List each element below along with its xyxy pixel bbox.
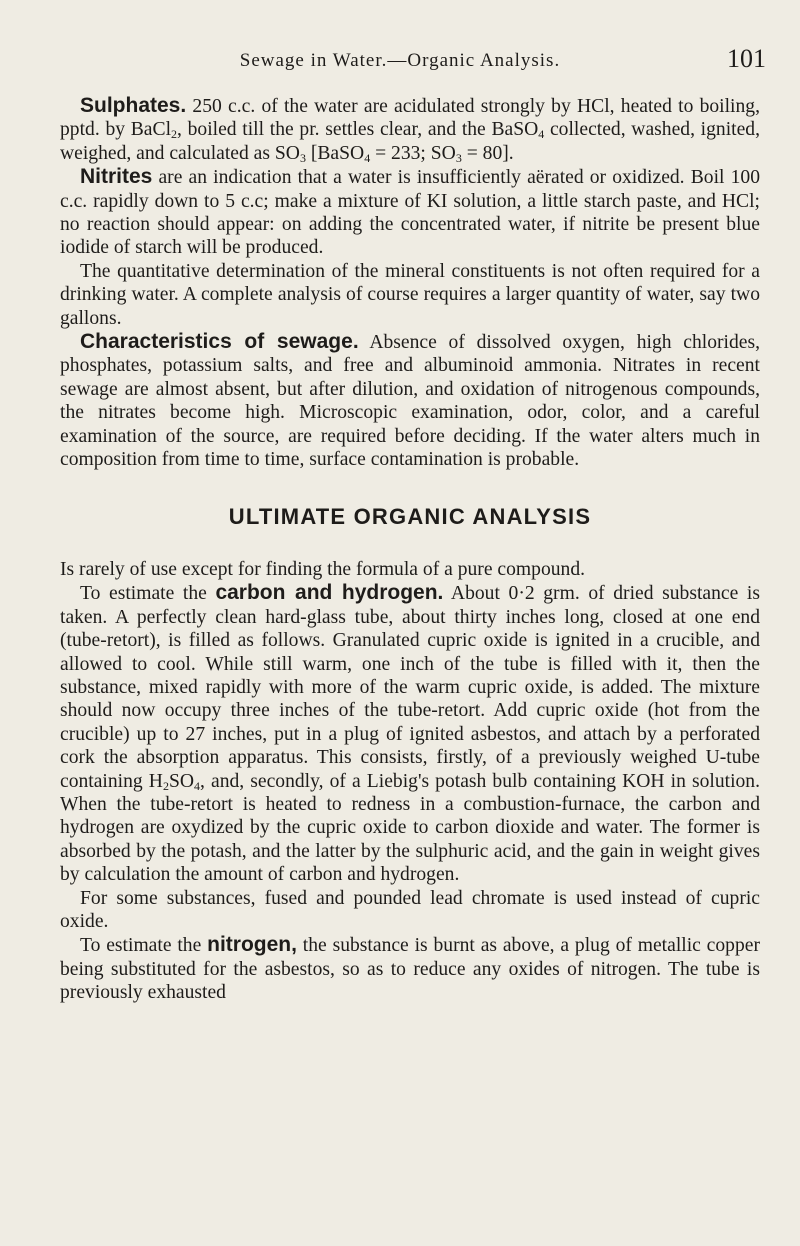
section-heading: ULTIMATE ORGANIC ANALYSIS (228, 503, 592, 529)
nitrites-heading: Nitrites (80, 165, 153, 189)
nitrogen-heading: nitrogen, (207, 933, 297, 957)
intro-paragraph: Is rarely of use except for finding the formula of a pure compound. (60, 558, 586, 580)
carbon-hydrogen-paragraph: To estimate the carbon and hydrogen. About 0·2 grm. of dried substance is taken. A perfectly clean hard-glass tube, about thirty inches long, closed at one end (tube-retort), is filled as follows. Granulated cupric oxide is ignited in a crucible, and allowed to cool. While still warm, one inch of the tube is filled with it, then the substance, mixed rapidly with more of the warm cupric oxide, is added. The mixture should now occupy three inches of the tube-retort. Add cupric oxide (hot from the crucible) up to 27 inches, put in a plug of ignited asbestos, and attach by a perforated cork the absorption apparatus. This consists, firstly, of a previously weighed U-tube containing $H_2SO_4$, and, secondly, of a Liebig's potash bulb containing KOH in solution. When the tube-retort is heated to redness in a combustion-furnace, the carbon and hydrogen are oxydized by the cupric oxide to carbon dioxide and water. The former is absorbed by the potash, and the latter by the sulphuric acid, and the gain in weight gives by calculation the amount of carbon and hydrogen. (60, 581, 761, 886)
sulphates-heading: Sulphates. (80, 94, 187, 117)
running-head: Sewage in Water.—Organic Analysis. (239, 50, 561, 71)
sulphates-paragraph: Sulphates. 250 c.c. of the water are acidulated strongly by HCl, heated to boiling, pptd. by BaCl$_2$, boiled till the pr. settles clear, and the BaSO$_4$ collected, washed, ignited, weighed, and calculated as $SO_3$ [BaSO$_4$ = 233; $SO_3 = 80$]. (60, 94, 760, 165)
page-number: 101 (727, 44, 766, 73)
nitrogen-paragraph: To estimate the nitrogen, the substance is burnt as above, a plug of metallic copper being substituted for the asbestos, so as to reduce any oxides of nitrogen. The tube is previously exhausted (60, 933, 760, 1004)
sewage-heading: Characteristics of sewage. (80, 330, 359, 354)
mineral-constituents-paragraph: The quantitative determination of the mineral constituents is not often required for a drinking water. A complete analysis of course requires a larger quantity of water, say two gallons. (60, 260, 760, 329)
nitrites-paragraph: Nitrites are an indication that a water is insufficiently aërated or oxidized. Boil 100 c.c. rapidly down to 5 c.c; make a mixture of KI solution, a little starch paste, and HCl; no reaction should appear: on adding the concentrated water, if nitrite be present blue iodide of starch will be produced. (60, 165, 760, 259)
sewage-paragraph: Characteristics of sewage. Absence of dissolved oxygen, high chlorides, phosphates, potassium salts, and free and albuminoid ammonia. Nitrates in recent sewage are almost absent, but after dilution, and oxidation of nitrogenous compounds, the nitrates become high. Microscopic examination, odor, color, and a careful examination of the source, are required before deciding. If the water alters much in composition from time to time, surface contamination is probable. (60, 330, 760, 471)
lead-chromate-paragraph: For some substances, fused and pounded lead chromate is used instead of cupric oxide. (60, 887, 760, 932)
body-text (60, 94, 760, 1005)
carbon-hydrogen-heading: carbon and hydrogen. (215, 581, 444, 605)
